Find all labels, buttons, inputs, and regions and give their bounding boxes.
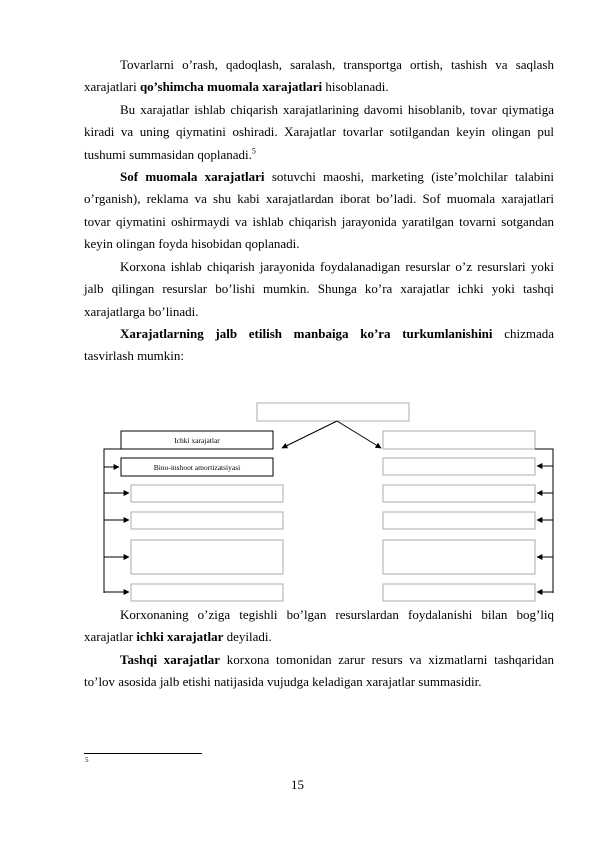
footnote-reference: 5 (251, 146, 256, 156)
paragraph-5: Xarajatlarning jalb etilish manbaiga ko’ra turkumlanishini chizmada tasvirlash mumkin: (84, 326, 554, 364)
diagram-box-ichki-xarajatlar (121, 431, 273, 449)
diagram-right-box-4 (383, 512, 535, 529)
diagram-right-box-5 (383, 540, 535, 574)
paragraph-3: Sof muomala xarajatlari sotuvchi maoshi, marketing (iste’molchilar talabini o’rganish), reklama va shu kabi xarajatlardan iborat bo’ladi. Sof muomala xarajatlari tovar qiymatini oshirmaydi va ishlab chiqarish jarayonida yaratilgan tovarni sotgandan keyin olingan foyda hisobidan qoplanadi. (84, 169, 555, 252)
diagram-left-box-3 (131, 485, 283, 502)
diagram-right-box-1 (383, 431, 535, 449)
diagram-label-ichki-xarajatlar: Ichki xarajatlar (174, 436, 220, 445)
diagram-left-box-5 (131, 540, 283, 574)
diagram-label-amortizatsiya: Bino-inshoot amortizatsiyasi (153, 463, 241, 472)
paragraph-4: Korxona ishlab chiqarish jarayonida foydalanadigan resurslar o’z resurslari yoki jalb qilingan resurslar bo’lishi mumkin. Shunga ko’ra xarajatlar ichki yoki tashqi xarajatlarga bo’linadi. (84, 259, 554, 319)
diagram-right-box-3 (383, 485, 535, 502)
page-number: 15 (291, 777, 304, 792)
paragraph-7: Tashqi xarajatlar korxona tomonidan zarur resurs va xizmatlarni tashqaridan to’lov asosida jalb etishi natijasida vujudga keladigan xarajatlar summasidir. (84, 652, 554, 690)
diagram-top-box (257, 403, 409, 421)
paragraph-6: Korxonaning o’ziga tegishli bo’lgan resurslardan foydalanishi bilan bog’liq xarajatlar ichki xarajatlar deyiladi. (84, 607, 554, 645)
diagram-left-box-4 (131, 512, 283, 529)
diagram-box-amortizatsiya (121, 458, 273, 476)
paragraph-1: Tovarlarni o’rash, qadoqlash, saralash, transportga ortish, tashish va saqlash xarajatlari qo’shimcha muomala xarajatlari hisoblanadi. (84, 57, 554, 95)
footnote-number: 5 (85, 756, 89, 764)
footnote-separator (84, 753, 202, 754)
diagram-right-box-6 (383, 584, 535, 601)
diagram-right-box-2 (383, 458, 535, 475)
paragraph-2: Bu xarajatlar ishlab chiqarish xarajatlarining davomi hisoblanib, tovar qiymatiga kiradi va uning qiymatini oshiradi. Xarajatlar tovarlar sotilgandan keyin olingan pul tushumi summasidan qoplanadi.$^5$ (84, 102, 554, 162)
diagram-left-box-6 (131, 584, 283, 601)
